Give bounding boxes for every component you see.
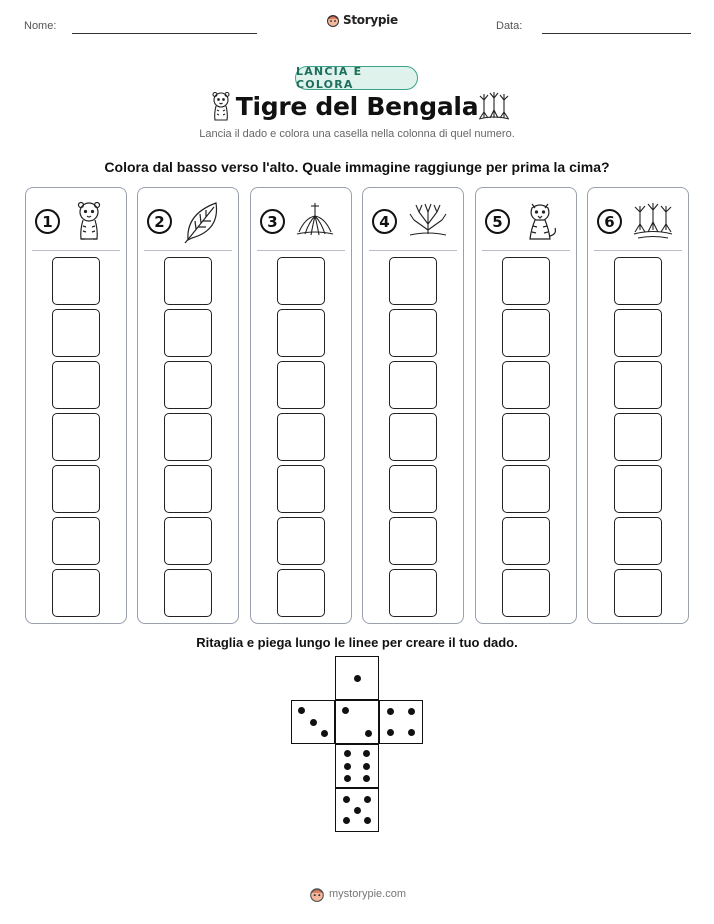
color-box[interactable] <box>164 517 212 565</box>
color-box[interactable] <box>52 361 100 409</box>
date-line <box>542 33 691 34</box>
dice-pip <box>354 675 361 682</box>
column-divider <box>144 250 232 251</box>
color-box[interactable] <box>614 309 662 357</box>
dice-pip <box>344 763 351 770</box>
color-box[interactable] <box>164 569 212 617</box>
color-box[interactable] <box>614 517 662 565</box>
color-box[interactable] <box>502 517 550 565</box>
name-line <box>72 33 257 34</box>
mangrove-icon <box>632 200 674 242</box>
dice-pip <box>344 775 351 782</box>
name-label: Nome: <box>24 20 57 32</box>
column-divider <box>257 250 345 251</box>
coral-bush-icon <box>407 200 449 240</box>
color-box[interactable] <box>614 257 662 305</box>
column-number: 3 <box>260 209 285 234</box>
dice-pip <box>387 729 394 736</box>
color-box[interactable] <box>614 569 662 617</box>
column-2 <box>137 187 239 624</box>
color-box[interactable] <box>52 413 100 461</box>
color-box[interactable] <box>389 309 437 357</box>
column-header <box>588 198 688 242</box>
column-1 <box>25 187 127 624</box>
coloring-instruction: Colora dal basso verso l'alto. Quale immagine raggiunge per prima la cima? <box>104 159 610 175</box>
color-box[interactable] <box>52 569 100 617</box>
dice-face-5 <box>335 788 379 832</box>
dice-pip <box>365 730 372 737</box>
color-box[interactable] <box>277 257 325 305</box>
color-box[interactable] <box>614 465 662 513</box>
color-box[interactable] <box>277 569 325 617</box>
dice-pip <box>343 796 350 803</box>
column-number: 6 <box>597 209 622 234</box>
column-header <box>26 198 126 242</box>
column-number: 2 <box>147 209 172 234</box>
column-3 <box>250 187 352 624</box>
column-header <box>251 198 351 242</box>
dice-face-1 <box>335 656 379 700</box>
dice-pip <box>363 763 370 770</box>
tiger-icon <box>520 200 560 242</box>
footer-url: mystorypie.com <box>329 888 407 900</box>
dice-pip <box>408 729 415 736</box>
color-box[interactable] <box>164 309 212 357</box>
color-box[interactable] <box>389 465 437 513</box>
color-box[interactable] <box>502 361 550 409</box>
color-box[interactable] <box>502 413 550 461</box>
column-header <box>363 198 463 242</box>
pie-mascot-icon <box>326 13 340 27</box>
roots-icon <box>295 200 335 240</box>
page-title: Tigre del Bengala <box>235 92 479 121</box>
dice-face-3 <box>291 700 335 744</box>
dice-pip <box>310 719 317 726</box>
column-divider <box>369 250 457 251</box>
dice-face-4 <box>379 700 423 744</box>
brand-name: Storypie <box>343 13 398 27</box>
dice-instruction: Ritaglia e piega lungo le linee per creare il tuo dado. <box>196 635 518 650</box>
column-divider <box>482 250 570 251</box>
color-box[interactable] <box>502 465 550 513</box>
leaf-icon <box>182 200 222 244</box>
color-box[interactable] <box>502 257 550 305</box>
color-box[interactable] <box>614 413 662 461</box>
column-header <box>476 198 576 242</box>
column-4 <box>362 187 464 624</box>
color-box[interactable] <box>164 361 212 409</box>
column-header <box>138 198 238 242</box>
color-box[interactable] <box>52 257 100 305</box>
footer <box>309 886 406 902</box>
color-box[interactable] <box>277 517 325 565</box>
color-box[interactable] <box>52 309 100 357</box>
color-box[interactable] <box>277 361 325 409</box>
dice-face-6 <box>335 744 379 788</box>
dice-pip <box>342 707 349 714</box>
column-number: 4 <box>372 209 397 234</box>
color-box[interactable] <box>502 309 550 357</box>
color-box[interactable] <box>164 465 212 513</box>
color-box[interactable] <box>389 361 437 409</box>
column-number: 5 <box>485 209 510 234</box>
tiger-cub-icon <box>70 200 108 242</box>
dice-pip <box>343 817 350 824</box>
color-box[interactable] <box>389 517 437 565</box>
column-5 <box>475 187 577 624</box>
dice-pip <box>387 708 394 715</box>
dice-pip <box>344 750 351 757</box>
activity-badge: LANCIA E COLORA <box>295 66 418 90</box>
dice-pip <box>321 730 328 737</box>
color-box[interactable] <box>614 361 662 409</box>
column-6 <box>587 187 689 624</box>
brand-logo <box>326 13 398 27</box>
dice-pip <box>364 817 371 824</box>
date-label: Data: <box>496 20 523 32</box>
pie-mascot-icon <box>309 886 325 902</box>
column-number: 1 <box>35 209 60 234</box>
color-box[interactable] <box>389 257 437 305</box>
color-box[interactable] <box>164 257 212 305</box>
color-box[interactable] <box>389 413 437 461</box>
dice-pip <box>298 707 305 714</box>
color-box[interactable] <box>277 465 325 513</box>
subtitle: Lancia il dado e colora una casella nella colonna di quel numero. <box>199 128 515 140</box>
dice-pip <box>363 775 370 782</box>
dice-pip <box>363 750 370 757</box>
color-box[interactable] <box>277 413 325 461</box>
dice-pip <box>408 708 415 715</box>
color-box[interactable] <box>502 569 550 617</box>
color-box[interactable] <box>52 517 100 565</box>
column-divider <box>32 250 120 251</box>
dice-pip <box>354 807 361 814</box>
dice-pip <box>364 796 371 803</box>
dice-face-2 <box>335 700 379 744</box>
column-divider <box>594 250 682 251</box>
color-box[interactable] <box>389 569 437 617</box>
color-box[interactable] <box>164 413 212 461</box>
color-box[interactable] <box>52 465 100 513</box>
mangrove-icon <box>478 90 510 122</box>
color-box[interactable] <box>277 309 325 357</box>
